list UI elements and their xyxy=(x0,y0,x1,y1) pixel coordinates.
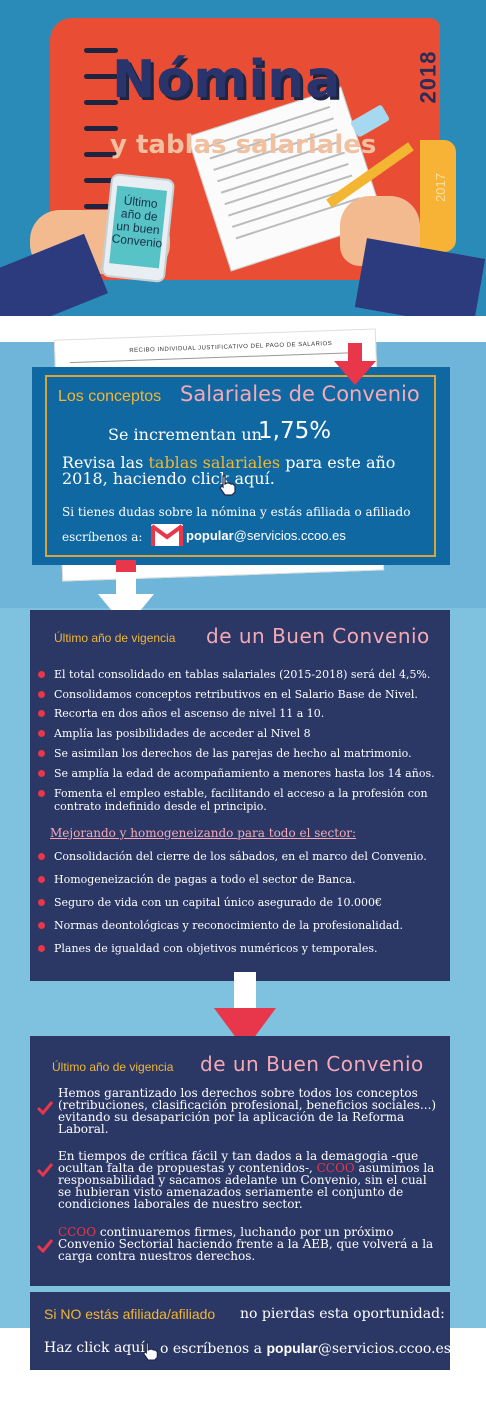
escribenos-footer: o escríbenos a xyxy=(160,1341,263,1357)
email-user: popular xyxy=(266,1340,318,1356)
revisa-pre: Revisa las xyxy=(62,453,149,472)
year-previous: 2017 xyxy=(432,173,448,202)
checkmark-icon xyxy=(36,1162,54,1178)
escribenos-label: escríbenos a: xyxy=(62,530,143,544)
gmail-icon xyxy=(150,523,184,547)
increment-text: Se incrementan un xyxy=(108,425,262,444)
page-subtitle: y tablas salariales xyxy=(110,130,377,160)
list-item: Homogeneización de pagas a todo el sector de Banca. xyxy=(36,873,446,886)
list-item: Se asimilan los derechos de las parejas de hecho al matrimonio. xyxy=(36,747,446,760)
list-item: Amplía las posibilidades de acceder al Nivel 8 xyxy=(36,727,446,740)
afiliacion-box xyxy=(30,1292,450,1370)
year-current: 2018 xyxy=(415,50,441,104)
list-item: Normas deontológicas y reconocimiento de la profesionalidad. xyxy=(36,919,446,932)
para2-pre: En tiempos de crítica fácil y tan dados a la demagogia -que ocultan falta de propuestas y contenidos-, xyxy=(58,1149,419,1175)
email-user: popular xyxy=(186,528,234,543)
para2-post: asumimos la responsabilidad y sacamos adelante un Convenio, sin el cual se hubieran visto amenazados seriamente el conjunto de condiciones laborales de nuestro sector. xyxy=(58,1161,435,1211)
sector-list xyxy=(36,850,446,955)
list-item: Planes de igualdad con objetivos numéricos y temporales. xyxy=(36,942,446,955)
oportunidad-text: no pierdas esta oportunidad: xyxy=(240,1306,445,1322)
para3-post: continuaremos firmes, luchando por un próximo Convenio Sectorial haciendo frente a la AEB, que volverá a la carga contra nuestros derechos. xyxy=(58,1225,434,1263)
benefits-list xyxy=(36,668,446,813)
paragraph-derechos: Hemos garantizado los derechos sobre todos los conceptos (retribuciones, clasificación profesional, beneficios sociales...) evitando su desaparición por la aplicación de la Reforma Laboral. xyxy=(58,1086,437,1136)
header-illustration xyxy=(0,0,486,316)
checkmark-icon xyxy=(36,1100,54,1116)
list-item: Fomenta el empleo estable, facilitando el acceso a la profesión con contrato indefinido desde el principio. xyxy=(36,787,446,813)
list-item: Consolidación del cierre de los sábados, en el marco del Convenio. xyxy=(36,850,446,863)
list-item: Seguro de vida con un capital único asegurado de 10.000€ xyxy=(36,896,446,909)
tablas-salariales-link[interactable]: tablas salariales xyxy=(148,453,281,472)
page-title: Nómina xyxy=(112,50,342,110)
checkmark-icon xyxy=(36,1238,54,1254)
buen-convenio-heading: de un Buen Convenio xyxy=(206,624,430,648)
revisa-post[interactable]: para este año 2018, haciendo click aquí. xyxy=(62,453,396,488)
vigencia-label: Último año de vigencia xyxy=(54,631,176,645)
buen-convenio-heading: de un Buen Convenio xyxy=(200,1052,424,1076)
dudas-text: Si tienes dudas sobre la nómina y estás afiliada o afiliado xyxy=(62,505,411,519)
list-item: Consolidamos conceptos retributivos en el Salario Base de Nivel. xyxy=(36,688,446,701)
paragraph-continuaremos xyxy=(58,1226,438,1262)
email-domain: @servicios.ccoo.es xyxy=(233,528,346,543)
revisa-text xyxy=(62,455,442,487)
hand-pointer-icon xyxy=(140,1340,160,1362)
list-item: Se amplía la edad de acompañamiento a menores hasta los 14 años. xyxy=(36,767,446,780)
hand-pointer-icon xyxy=(216,474,238,496)
footer-email[interactable] xyxy=(160,1340,451,1357)
phone-icon xyxy=(101,173,176,283)
conceptos-label: Los conceptos xyxy=(58,388,162,405)
ccoo-highlight: CCOO xyxy=(316,1161,355,1175)
email-domain: @servicios.ccoo.es xyxy=(317,1341,451,1357)
paragraph-responsabilidad xyxy=(58,1150,438,1210)
tab-year-previous xyxy=(420,140,456,252)
no-afiliada-label: Si NO estás afiliada/afiliado xyxy=(44,1306,216,1322)
conceptos-highlight: Salariales de Convenio xyxy=(180,382,420,406)
increment-value: 1,75% xyxy=(258,418,332,444)
phone-screen-text: Último año de un buen Convenio xyxy=(109,186,167,269)
ccoo-highlight: CCOO xyxy=(58,1225,97,1239)
email-link[interactable] xyxy=(186,528,346,543)
list-item: El total consolidado en tablas salariales (2015-2018) será del 4,5%. xyxy=(36,668,446,681)
payslip-heading: RECIBO INDIVIDUAL JUSTIFICATIVO DEL PAGO DE SALARIOS xyxy=(129,340,333,355)
haz-click-link[interactable]: Haz click aquí xyxy=(44,1340,145,1356)
list-item: Recorta en dos años el ascenso de nivel 11 a 10. xyxy=(36,707,446,720)
right-sleeve-illustration xyxy=(355,238,485,316)
mejorando-subheading: Mejorando y homogeneizando para todo el sector: xyxy=(50,826,357,840)
vigencia-label: Último año de vigencia xyxy=(52,1060,174,1074)
down-arrow-icon xyxy=(334,343,376,385)
